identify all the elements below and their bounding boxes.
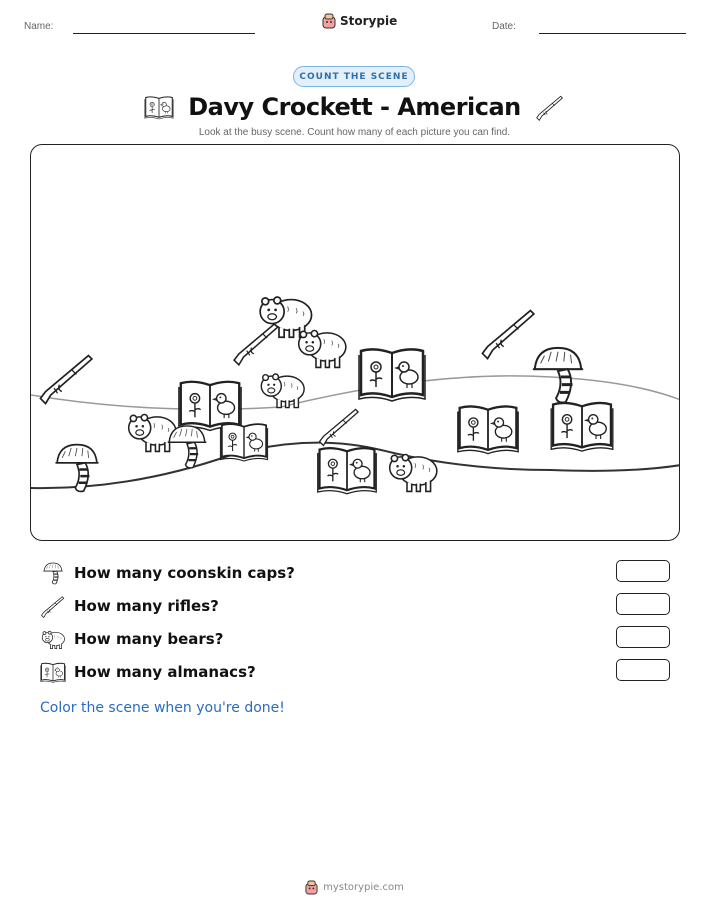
coonskin-cap-icon	[533, 348, 583, 403]
bear-icon	[390, 455, 437, 492]
instructions: Look at the busy scene. Count how many of each picture you can find.	[198, 127, 511, 138]
storypie-mascot-icon	[305, 880, 318, 895]
question-label: How many almanacs?	[74, 663, 256, 681]
bear-icon	[40, 626, 66, 652]
rifle-icon	[482, 311, 533, 359]
rifle-icon	[40, 356, 91, 404]
rifle-icon	[40, 593, 66, 619]
almanac-icon	[318, 448, 376, 494]
almanac-icon	[359, 349, 425, 401]
almanac-icon	[144, 94, 174, 120]
rifle-icon	[234, 321, 281, 365]
answer-box-coonskin-caps[interactable]	[616, 560, 670, 582]
almanac-icon	[458, 406, 518, 453]
bear-icon	[261, 374, 304, 408]
brand-name: Storypie	[340, 14, 398, 28]
question-coonskin-caps	[40, 560, 670, 586]
bear-icon	[129, 415, 176, 452]
almanac-icon	[551, 403, 613, 451]
scene-drawing	[31, 145, 680, 541]
question-rifles	[40, 593, 670, 619]
question-label: How many bears?	[74, 630, 224, 648]
name-line[interactable]	[73, 33, 255, 34]
question-label: How many coonskin caps?	[74, 564, 295, 582]
count-scene-badge: COUNT THE SCENE	[293, 66, 415, 87]
almanac-icon	[179, 382, 241, 431]
answer-box-bears[interactable]	[616, 626, 670, 648]
question-bears	[40, 626, 670, 652]
busy-scene	[30, 144, 680, 541]
question-label: How many rifles?	[74, 597, 219, 615]
question-almanacs	[40, 659, 670, 685]
almanac-icon	[220, 424, 267, 461]
coonskin-cap-icon	[55, 445, 98, 492]
brand-logo	[322, 13, 397, 29]
answer-box-rifles[interactable]	[616, 593, 670, 615]
storypie-mascot-icon	[322, 13, 336, 29]
coonskin-cap-icon	[40, 560, 66, 586]
color-note: Color the scene when you're done!	[40, 700, 285, 716]
rifle-icon	[320, 409, 359, 445]
title-row	[0, 92, 709, 122]
almanac-icon	[40, 659, 66, 685]
footer-url[interactable]: mystorypie.com	[323, 882, 404, 893]
date-label: Date:	[492, 21, 516, 32]
bear-icon	[299, 331, 346, 368]
footer	[0, 880, 709, 895]
name-label: Name:	[24, 21, 54, 32]
date-line[interactable]	[539, 33, 686, 34]
coonskin-cap-icon	[168, 426, 207, 468]
rifle-icon	[535, 92, 565, 122]
hill-back-line	[31, 376, 680, 409]
page-title: Davy Crockett - American	[188, 93, 521, 121]
answer-box-almanacs[interactable]	[616, 659, 670, 681]
